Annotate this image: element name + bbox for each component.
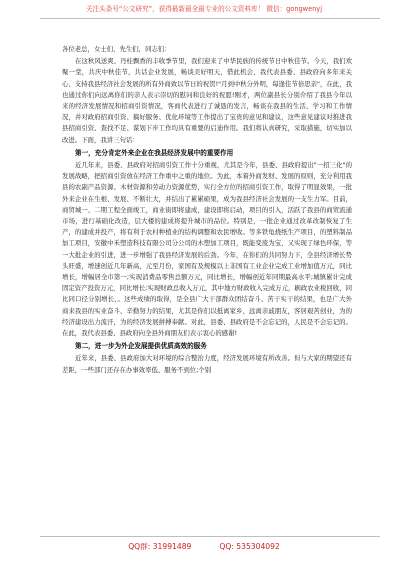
paragraph-section-2: 近年来，县委、县政府加大对环境的综合整治力度，经济发展环境有所改善。但与大家的期望还有差距，一些部门还存在办事效率低、服务不到位;个别 [62, 354, 352, 374]
greeting: 各位老总，女士们、先生们，同志们： [62, 45, 171, 53]
section-heading-2: 第二，进一步为外企发展提供优质高效的服务 [75, 342, 207, 351]
section-heading-1: 第一，充分肯定外来企业在我县经济发展中的重要作用 [75, 148, 234, 157]
footer [0, 541, 408, 552]
header-banner [0, 5, 408, 14]
banner-text: 关注头条号“公文研究”，获得最新最全最专业的公文资料库！ 微信：gongwenyj [85, 5, 323, 13]
paragraph-opening: 在这秋风送爽、丹桂飘香的丰收季节里，我们迎来了中华民族的传统节日中秋佳节。今天，我们欢聚一堂，共庆中秋佳节，共话企业发展，畅谈美好明天，借此机会，我代表县委、县政府向多年来关心、支持我县经济社会发展的所有外商致以节日的祝贺!"月到中秋分外明，每逢佳节倍思亲"，在此，我也通过你们向远离你们的亲人表示崇切的慰问和良好的祝愿!刚才，两位副县长分别介绍了我县今年以来的经济发展情况和招商引资情况，客商代表进行了诚恳的发言，畅谈在我县的生活、学习和工作情况，并对政府招商引资、搞好服务、优化环境等工作提出了宝贵的意见和建议，这些意见建议对推进我县招商引资、查找不足、谋划下步工作均具有重要的启迪作用。我们将认真研究，采取措施，切实加以改进。下面，我讲三句话： [62, 57, 352, 144]
header-divider [40, 18, 380, 19]
footer-divider [40, 536, 380, 537]
paragraph-section-1: 近几年来，县委、县政府对招商引资工作十分重视，尤其是今年，县委、县政府提出"一招三化"的发展战略，把招商引资放在经济工作重中之重的地位。为此，本着外商发财、发展的原则，充分利用我县的农副产品资源、木材资源和劳动力资源优势，实行全方位的招商引资工作，取得了明显效果，一批外来企业在生根、发展、不断壮大，并结出了累累硕果，成为我县经济社会发展的一支生力军。目前，商贸城一、二期工程全面竣工，商业街即将建成，建设即将启动，项目的引入，活跃了我县的商贸流通市场，进行基础化改造，层大楼的建成将提升城市的品位。特别是，一批企业通过改革改制恢复了生产，的建成并投产，将有利于农村种植业的结构调整和农民增收。等多铁龟烧纸生产项目，的塑料制品加工项目，安徽中禾塑造科技有限公司分公司的木塑加工项目，既能变废为宝，又实现了绿色环保，等一大批企业的引进，进一步增强了我县经济发展的后劲。今年，在你们的共同努力下，全县经济增长势头旺盛，增速创近几年新高，元至月份，家国有及规模以上非国有工业企业完成工业增加值万元，同比增长，增幅居全市第一;实现消费品零售总额万元，同比增长，增幅创近年同期最高水平;城镇累计完成固定资产投资万元，同比增长;实现财政总收入万元，其中地方财政收入完成万元，刷政农业税回收，同比同口径分别增长、。这些成绩的取得，是全县广大干部群众团结奋斗、苦干实干的结果，也是广大外商来我县的实业奋斗、辛勤努力的结果，尤其是你们以抵离家乡、远离亲戚朋友，客居艰苦创业，为的经济建设出力流汗，为的经济发展拼搏奉献。对此，县委、县政府是不会忘记的，人民是不会忘记的。在此，我代表县委、县政府向全县外商朋友们表示衷心的感谢! [62, 161, 352, 338]
footer-qq-group: QQ群: 31991489 [128, 542, 192, 551]
document-body [62, 44, 352, 376]
footer-qq: QQ: 535304092 [219, 542, 280, 551]
